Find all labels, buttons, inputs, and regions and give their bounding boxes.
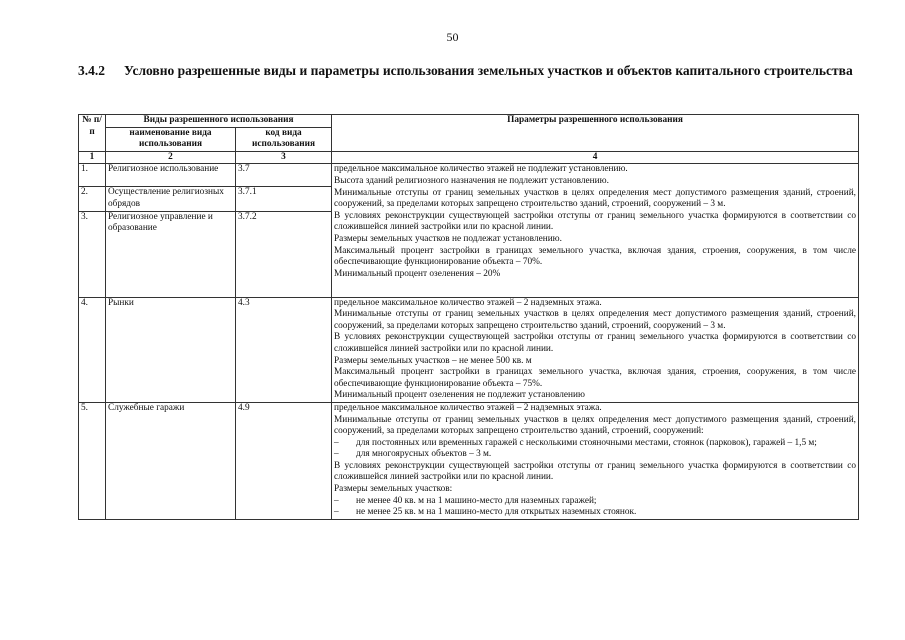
- index-cell: 4: [332, 151, 859, 164]
- bullet-text: не менее 40 кв. м на 1 машино-место для наземных гаражей;: [356, 495, 597, 506]
- row-number: 2.: [79, 187, 106, 211]
- header-num: № п/п: [79, 115, 106, 152]
- param-line: Высота зданий религиозного назначения не подлежит установлению.: [334, 175, 609, 186]
- section-title: Условно разрешенные виды и параметры использования земельных участков и объектов капитального строительства: [124, 63, 853, 78]
- param-line: Размеры земельных участков:: [334, 484, 453, 495]
- param-line: Минимальный процент озеленения – 20%: [334, 268, 501, 279]
- use-name: Осуществление религиозных обрядов: [106, 187, 236, 211]
- params-cell-2: [332, 297, 859, 402]
- permitted-use-table: [78, 114, 859, 520]
- param-line: Минимальные отступы от границ земельных участков в целях определения мест допустимого размещения зданий, строений, сооружений, за пределами которых запрещено строительство зданий, строений, сооружений – 3 м.: [334, 309, 857, 331]
- section-heading: [78, 62, 870, 79]
- bullet-dash: –: [334, 495, 339, 506]
- column-index-row: [79, 151, 859, 164]
- param-line: Максимальный процент застройки в границах земельного участка, включая здания, строения, сооружения, в том числе обеспечивающие функционирование объекта – 70%.: [334, 245, 857, 268]
- param-line: предельное максимальное количество этажей – 2 надземных этажа.: [334, 402, 602, 413]
- bullet-dash: –: [334, 437, 339, 448]
- section-number: 3.4.2: [78, 63, 105, 78]
- param-line: Максимальный процент застройки в границах земельного участка, включая здания, строения, сооружения, в том числе обеспечивающие функционирование объекта – 75%.: [334, 367, 857, 389]
- index-cell: 2: [106, 151, 236, 164]
- use-code: 3.7.1: [236, 187, 332, 211]
- param-line: Размеры земельных участков не подлежат установлению.: [334, 233, 562, 244]
- param-line: В условиях реконструкции существующей застройки отступы от границ земельного участка формируются в соответствии со сложившейся линией застройки или по красной линии.: [334, 210, 857, 233]
- index-cell: 3: [236, 151, 332, 164]
- header-params: Параметры разрешенного использования: [332, 115, 859, 152]
- row-number: 3.: [79, 211, 106, 297]
- use-code: 4.9: [236, 402, 332, 519]
- bullet-item: [334, 507, 856, 519]
- row-number: 4.: [79, 297, 106, 402]
- param-line: Минимальные отступы от границ земельных участков в целях определения мест допустимого размещения зданий, строений, сооружений, за пределами которых запрещено строительство зданий, строений, сооружений:: [334, 414, 857, 437]
- row-number: 1.: [79, 164, 106, 187]
- header-name: наименование вида использования: [106, 127, 236, 151]
- use-name: Религиозное управление и образование: [106, 211, 236, 297]
- bullet-text: для многоярусных объектов – 3 м.: [356, 449, 492, 460]
- param-line: В условиях реконструкции существующей застройки отступы от границ земельного участка формируются в соответствии со сложившейся линией застройки или по красной линии.: [334, 332, 857, 354]
- header-code: код вида использования: [236, 127, 332, 151]
- param-line: Размеры земельных участков – не менее 500 кв. м: [334, 355, 532, 366]
- index-cell: 1: [79, 151, 106, 164]
- page-number: 50: [446, 30, 459, 44]
- bullet-dash: –: [334, 507, 339, 518]
- param-line: предельное максимальное количество этажей не подлежит установлению.: [334, 164, 628, 175]
- header-group: Виды разрешенного использования: [106, 115, 332, 128]
- params-cell-3: [332, 402, 859, 519]
- use-name: Рынки: [106, 297, 236, 402]
- use-code: 4.3: [236, 297, 332, 402]
- param-line: В условиях реконструкции существующей застройки отступы от границ земельного участка формируются в соответствии со сложившейся линией застройки или по красной линии.: [334, 460, 857, 483]
- row-number: 5.: [79, 402, 106, 519]
- bullet-item: [334, 496, 856, 508]
- params-cell-1: [332, 164, 859, 297]
- use-code: 3.7: [236, 164, 332, 187]
- use-name: Служебные гаражи: [106, 402, 236, 519]
- param-line: предельное максимальное количество этажей – 2 надземных этажа.: [334, 297, 602, 308]
- bullet-item: [334, 438, 856, 450]
- param-line: Минимальный процент озеленения не подлежит установлению: [334, 390, 585, 401]
- use-name: Религиозное использование: [106, 164, 236, 187]
- bullet-text: не менее 25 кв. м на 1 машино-место для открытых наземных стоянок.: [356, 507, 637, 518]
- bullet-text: для постоянных или временных гаражей с несколькими стояночными местами, стоянок (парковок), гаражей – 1,5 м;: [356, 437, 817, 448]
- table-row: [79, 402, 859, 519]
- bullet-dash: –: [334, 449, 339, 460]
- table-row: [79, 164, 859, 187]
- param-line: Минимальные отступы от границ земельных участков в целях определения мест допустимого размещения зданий, строений, сооружений, за пределами которых запрещено строительство зданий, строений, сооружений – 3 м.: [334, 187, 857, 210]
- bullet-item: [334, 449, 856, 461]
- use-code: 3.7.2: [236, 211, 332, 297]
- table-row: [79, 297, 859, 402]
